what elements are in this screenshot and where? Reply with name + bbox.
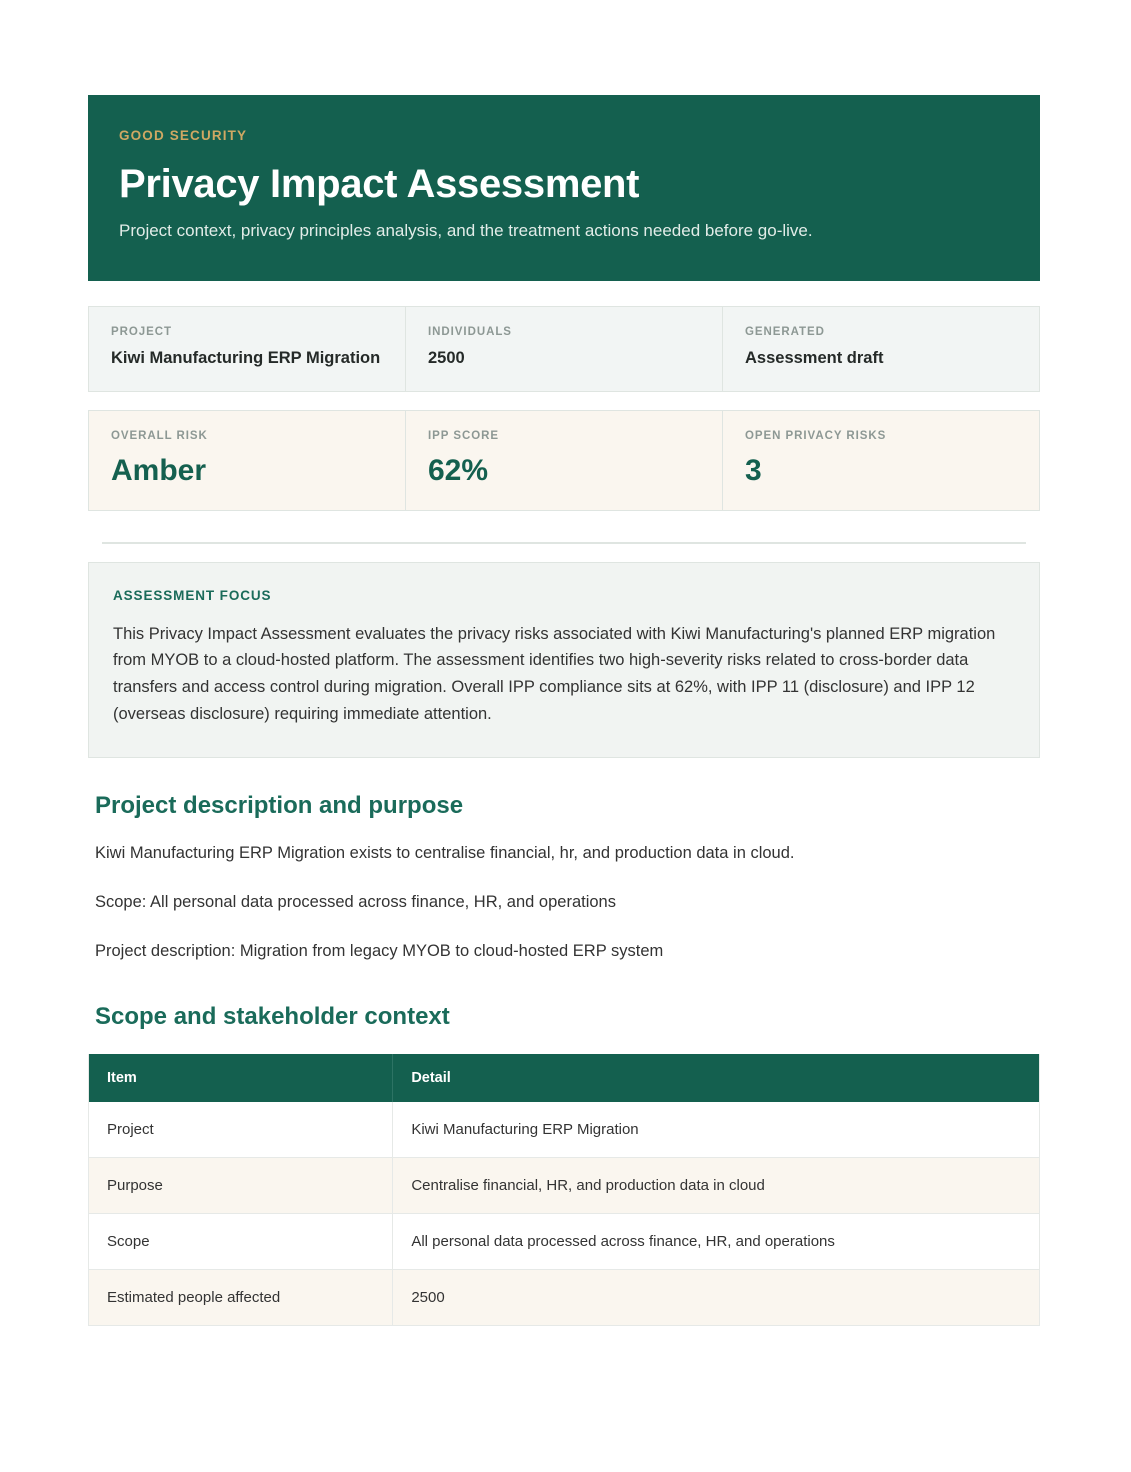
kpi-value-ipp-score: 62% [428,454,489,488]
kpi-value-open-risks: 3 [745,454,762,488]
metadata-bar [88,306,1040,392]
meta-cell-individuals [406,307,723,391]
table-cell-detail: Kiwi Manufacturing ERP Migration [393,1102,1040,1158]
description-paragraph-1: Kiwi Manufacturing ERP Migration exists to centralise financial, hr, and production data in cloud. [95,844,795,863]
kpi-bar [88,410,1040,511]
meta-value-generated: Assessment draft [745,349,884,368]
meta-cell-project [89,307,406,391]
table-column-header-detail: Detail [393,1054,1040,1102]
description-paragraph-3: Project description: Migration from legacy MYOB to cloud-hosted ERP system [95,941,664,960]
section-divider [102,542,1026,544]
table-body [89,1102,1040,1326]
meta-cell-generated [723,307,1039,391]
meta-label-project: PROJECT [111,325,172,338]
kpi-label-ipp-score: IPP SCORE [428,429,499,442]
scope-context-table [88,1054,1040,1326]
table-cell-item: Purpose [89,1158,393,1214]
table-cell-item: Project [89,1102,393,1158]
description-paragraph-2: Scope: All personal data processed across finance, HR, and operations [95,892,616,911]
section-project-description [88,792,1040,963]
table-column-header-item: Item [89,1054,393,1102]
page-title: Privacy Impact Assessment [119,161,640,206]
document-header [88,95,1040,281]
kpi-value-overall-risk: Amber [111,454,207,488]
page-subtitle: Project context, privacy principles analysis, and the treatment actions needed before go-live. [119,220,813,240]
table-cell-detail: Centralise financial, HR, and production data in cloud [393,1158,1040,1214]
section-heading-description: Project description and purpose [95,792,464,820]
table-cell-detail: 2500 [393,1270,1040,1326]
brand-eyebrow: GOOD SECURITY [119,128,248,143]
callout-body: This Privacy Impact Assessment evaluates the privacy risks associated with Kiwi Manufacturing's planned ERP migration from MYOB to a cloud-hosted platform. The assessment identifies two high-severity risks related to cross-border data transfers and access control during migration. Overall IPP compliance sits at 62%, with IPP 11 (disclosure) and IPP 12 (overseas disclosure) requiring immediate attention. [113,624,996,723]
table-row [89,1102,1040,1158]
kpi-label-open-risks: OPEN PRIVACY RISKS [745,429,887,442]
meta-value-project: Kiwi Manufacturing ERP Migration [111,349,381,368]
table-row [89,1158,1040,1214]
kpi-cell-open-risks [723,411,1039,510]
table-cell-item: Estimated people affected [89,1270,393,1326]
kpi-cell-overall-risk [89,411,406,510]
meta-label-individuals: INDIVIDUALS [428,325,512,338]
table-row [89,1270,1040,1326]
table-header [89,1054,1040,1102]
table-row [89,1214,1040,1270]
section-scope-context [88,1003,1040,1326]
callout-label: ASSESSMENT FOCUS [113,588,272,604]
meta-label-generated: GENERATED [745,325,825,338]
table-cell-item: Scope [89,1214,393,1270]
assessment-focus-callout [88,562,1040,758]
table-cell-detail: All personal data processed across finance, HR, and operations [393,1214,1040,1270]
section-heading-context: Scope and stakeholder context [95,1003,450,1031]
table-header-row [89,1054,1040,1102]
meta-value-individuals: 2500 [428,349,465,368]
kpi-label-overall-risk: OVERALL RISK [111,429,208,442]
kpi-cell-ipp-score [406,411,723,510]
